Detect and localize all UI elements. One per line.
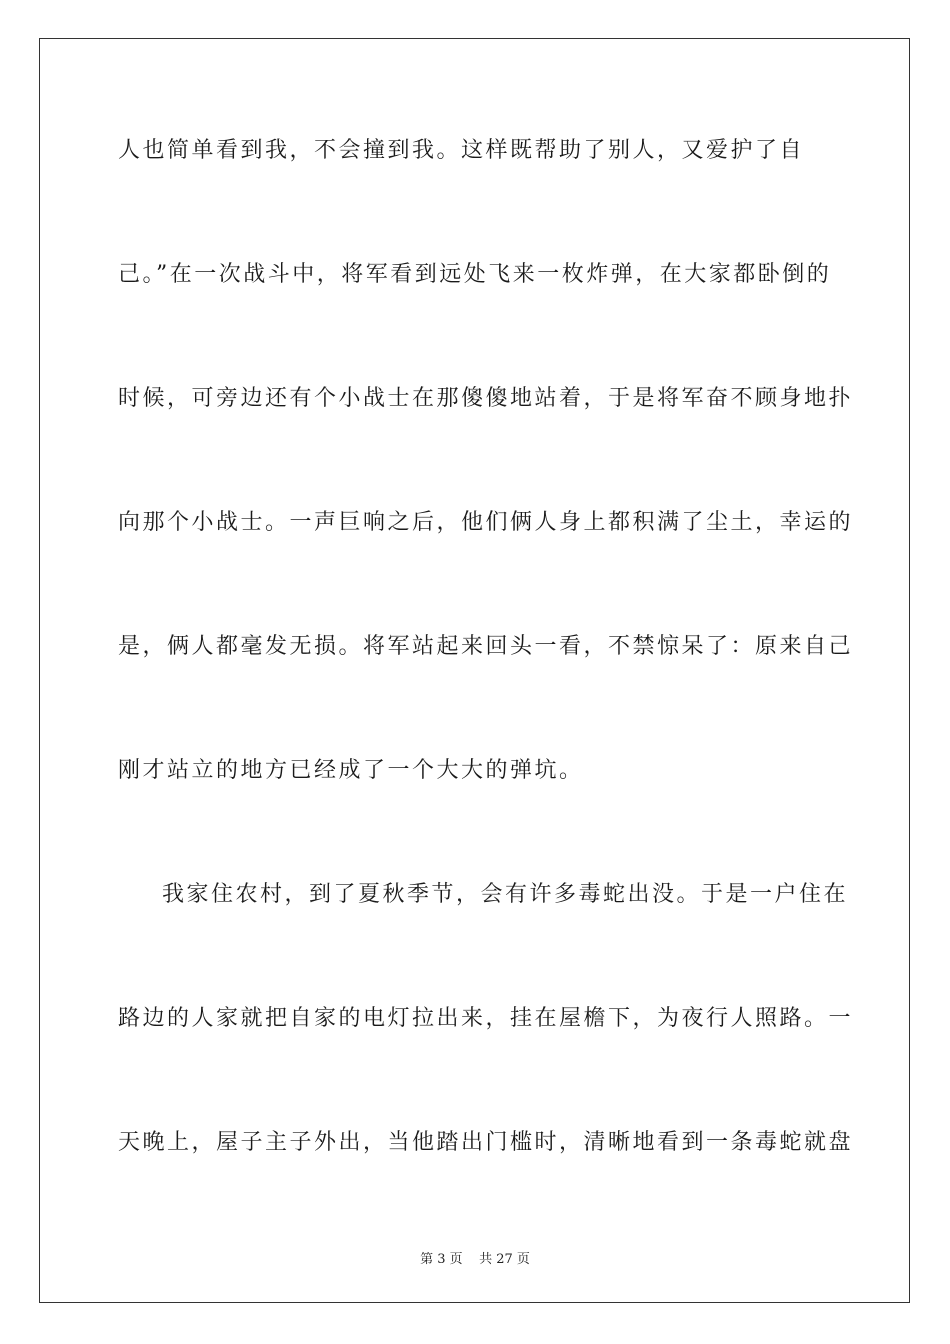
text-line-9: 天晚上，屋子主子外出，当他踏出门槛时，清晰地看到一条毒蛇就盘 — [118, 1130, 854, 1155]
page-border — [39, 38, 910, 1303]
text-line-4: 向那个小战士。一声巨响之后，他们俩人身上都积满了尘土，幸运的 — [118, 510, 854, 535]
text-line-7-paragraph-start: 我家住农村，到了夏秋季节，会有许多毒蛇出没。于是一户住在 — [162, 882, 849, 907]
text-line-5: 是，俩人都毫发无损。将军站起来回头一看，不禁惊呆了：原来自己 — [118, 634, 854, 659]
text-line-1: 人也简单看到我，不会撞到我。这样既帮助了别人，又爱护了自 — [118, 138, 805, 163]
text-line-2: 己。”在一次战斗中，将军看到远处飞来一枚炸弹，在大家都卧倒的 — [118, 262, 832, 287]
text-line-3: 时候，可旁边还有个小战士在那傻傻地站着，于是将军奋不顾身地扑 — [118, 386, 854, 411]
page-number-footer: 第 3 页 共 27 页 — [420, 1252, 530, 1267]
text-line-6: 刚才站立的地方已经成了一个大大的弹坑。 — [118, 758, 584, 783]
text-line-8: 路边的人家就把自家的电灯拉出来，挂在屋檐下，为夜行人照路。一 — [118, 1006, 854, 1031]
